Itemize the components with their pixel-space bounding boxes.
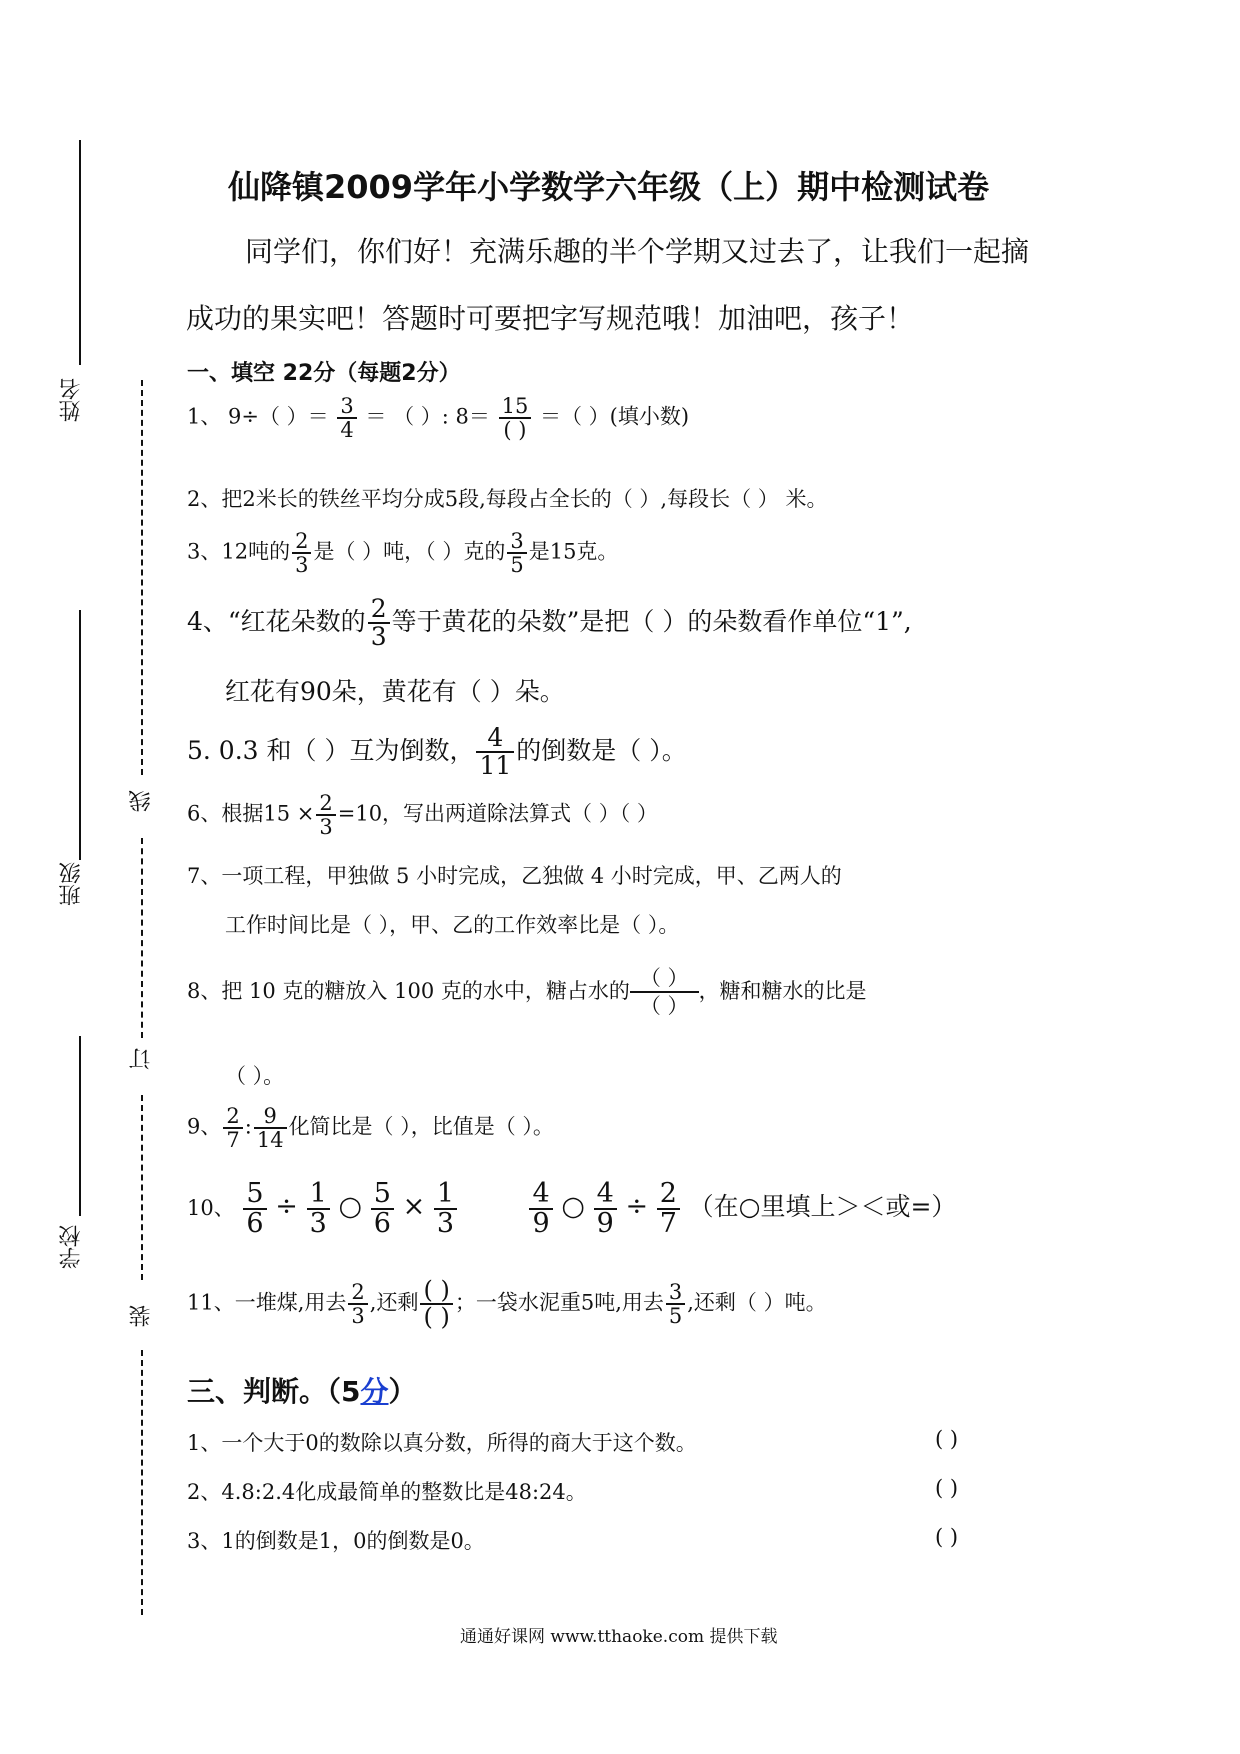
seal-dashed-line-4 [141, 1350, 143, 1615]
q3-part-c: 是15克。 [528, 539, 619, 564]
seal-zhuang-label: 装 [129, 1305, 154, 1327]
section-3-score-link[interactable]: 分 [360, 1375, 389, 1408]
q8-part-a: 8、把 10 克的糖放入 100 克的水中，糖占水的 [187, 978, 630, 1003]
judge-item-1: 1、一个大于0的数除以真分数，所得的商大于这个数。 [187, 1431, 697, 1455]
q3-part-a: 3、12吨的 [187, 539, 291, 564]
q5-fraction: $\frac{4}{11}$ [476, 725, 514, 780]
question-1 [187, 395, 689, 441]
q10-note: （在○里填上＞＜或=） [688, 1191, 957, 1221]
q11-fraction-2: $\frac{3}{5}$ [666, 1281, 685, 1327]
binding-solid-line-bottom [79, 1036, 81, 1216]
q4-part-a: 4、“红花朵数的 [187, 606, 366, 636]
q10-fraction-2: $\frac{1}{3}$ [307, 1180, 330, 1239]
question-10 [187, 1180, 956, 1239]
question-9 [187, 1105, 554, 1151]
section-1-heading: 一、填空 22分（每题2分） [187, 361, 461, 386]
q6-part-a: 6、根据15 × [187, 801, 315, 826]
q1-part-c: ＝（ ）(填小数) [540, 404, 690, 429]
q4-fraction: $\frac{2}{3}$ [368, 596, 390, 651]
section-3-heading-close: ） [388, 1375, 417, 1408]
q11-part-b: ,还剩 [369, 1290, 419, 1315]
seal-ding-label: 订 [129, 1048, 154, 1070]
question-4-line-2: 红花有90朵，黄花有（ ）朵。 [225, 677, 565, 706]
q10-fraction-5: $\frac{4}{9}$ [529, 1180, 552, 1239]
intro-line-1: 同学们，你们好！充满乐趣的半个学期又过去了，让我们一起摘 [245, 235, 1030, 268]
judge-item-3: 3、1的倒数是1，0的倒数是0。 [187, 1529, 485, 1553]
q9-part-b: 化简比是（ ），比值是（ ）。 [288, 1114, 554, 1139]
q10-circle-2: ○ [561, 1190, 585, 1222]
seal-dashed-line-2 [141, 838, 143, 1038]
q11-part-d: ,还剩（ ）吨。 [687, 1290, 827, 1315]
intro-line-2: 成功的果实吧！答题时可要把字写规范哦！加油吧，孩子！ [186, 302, 915, 335]
q1-part-b: ＝ （ ）: 8＝ [365, 404, 490, 429]
q9-colon: : [244, 1114, 252, 1139]
judge-item-2: 2、4.8:2.4化成最简单的整数比是48:24。 [187, 1480, 587, 1504]
q11-part-c: ；一袋水泥重5吨,用去 [454, 1290, 664, 1315]
name-label: 姓名 [59, 378, 84, 422]
class-label: 班级 [59, 862, 84, 906]
q9-part-a: 9、 [187, 1114, 222, 1139]
q6-fraction: $\frac{2}{3}$ [316, 792, 335, 838]
q11-part-a: 11、一堆煤,用去 [187, 1290, 347, 1315]
section-3-heading [187, 1370, 417, 1410]
q8-blank-fraction: $\frac{( )}{( )}$ [630, 965, 699, 1020]
judge-answer-3[interactable]: ( ) [935, 1525, 959, 1549]
question-8 [187, 965, 867, 1020]
question-4 [187, 596, 912, 651]
q3-fraction-1: $\frac{2}{3}$ [292, 530, 311, 576]
seal-dashed-line-1 [141, 380, 143, 775]
q10-fraction-3: $\frac{5}{6}$ [371, 1180, 394, 1239]
q10-circle-1: ○ [338, 1190, 363, 1222]
seal-dashed-line-3 [141, 1095, 143, 1280]
question-8-line-2: （ ）。 [225, 1064, 285, 1088]
q10-fraction-6: $\frac{4}{9}$ [594, 1180, 617, 1239]
q1-part-a: 1、 9÷（ ）＝ [187, 404, 329, 429]
question-6 [187, 792, 658, 838]
q5-part-b: 的倒数是（ ）。 [516, 735, 687, 765]
question-5 [187, 725, 687, 780]
section-3-heading-text: 三、判断。（5 [187, 1375, 361, 1408]
judge-answer-2[interactable]: ( ) [935, 1476, 959, 1500]
q10-divide-sign: ÷ [275, 1190, 298, 1222]
q10-times-sign: × [402, 1190, 426, 1222]
binding-solid-line-top [79, 140, 81, 365]
judge-answer-1[interactable]: ( ) [935, 1427, 959, 1451]
binding-solid-line-middle [79, 610, 81, 860]
q1-fraction-2: $\frac{15}{( )}$ [499, 395, 532, 441]
question-3 [187, 530, 618, 576]
q9-fraction-1: $\frac{2}{7}$ [223, 1105, 242, 1151]
question-7-line-2: 工作时间比是（ ），甲、乙的工作效率比是（ ）。 [225, 913, 680, 937]
q6-part-b: =10，写出两道除法算式（ ）（ ） [337, 801, 658, 826]
q10-number: 10、 [187, 1195, 235, 1220]
q4-part-b: 等于黄花的朵数”是把（ ）的朵数看作单位“1”, [391, 606, 912, 636]
q5-part-a: 5. 0.3 和（ ）互为倒数， [187, 735, 475, 765]
q10-fraction-4: $\frac{1}{3}$ [434, 1180, 457, 1239]
q9-fraction-2: $\frac{9}{14}$ [254, 1105, 287, 1151]
q3-part-b: 是（ ）吨，（ ）克的 [313, 539, 506, 564]
q11-fraction-1: $\frac{2}{3}$ [348, 1281, 367, 1327]
q10-fraction-1: $\frac{5}{6}$ [243, 1180, 266, 1239]
question-11 [187, 1278, 827, 1330]
q11-blank-fraction: $\frac{( )}{( )}$ [420, 1278, 452, 1330]
q3-fraction-2: $\frac{3}{5}$ [507, 530, 526, 576]
school-label: 学校 [59, 1225, 84, 1269]
question-2: 2、把2米长的铁丝平均分成5段,每段占全长的（ ）,每段长（ ） 米。 [187, 487, 828, 511]
seal-line-label: 线 [129, 790, 154, 812]
q8-part-b: ，糖和糖水的比是 [698, 978, 867, 1003]
page-title: 仙降镇2009学年小学数学六年级（上）期中检测试卷 [228, 168, 990, 206]
q10-divide-sign-2: ÷ [625, 1190, 649, 1222]
q1-fraction-1: $\frac{3}{4}$ [337, 395, 356, 441]
page-footer: 通通好课网 www.tthaoke.com 提供下载 [460, 1627, 778, 1647]
q10-fraction-7: $\frac{2}{7}$ [657, 1180, 680, 1239]
question-7-line-1: 7、一项工程，甲独做 5 小时完成，乙独做 4 小时完成，甲、乙两人的 [187, 864, 842, 888]
